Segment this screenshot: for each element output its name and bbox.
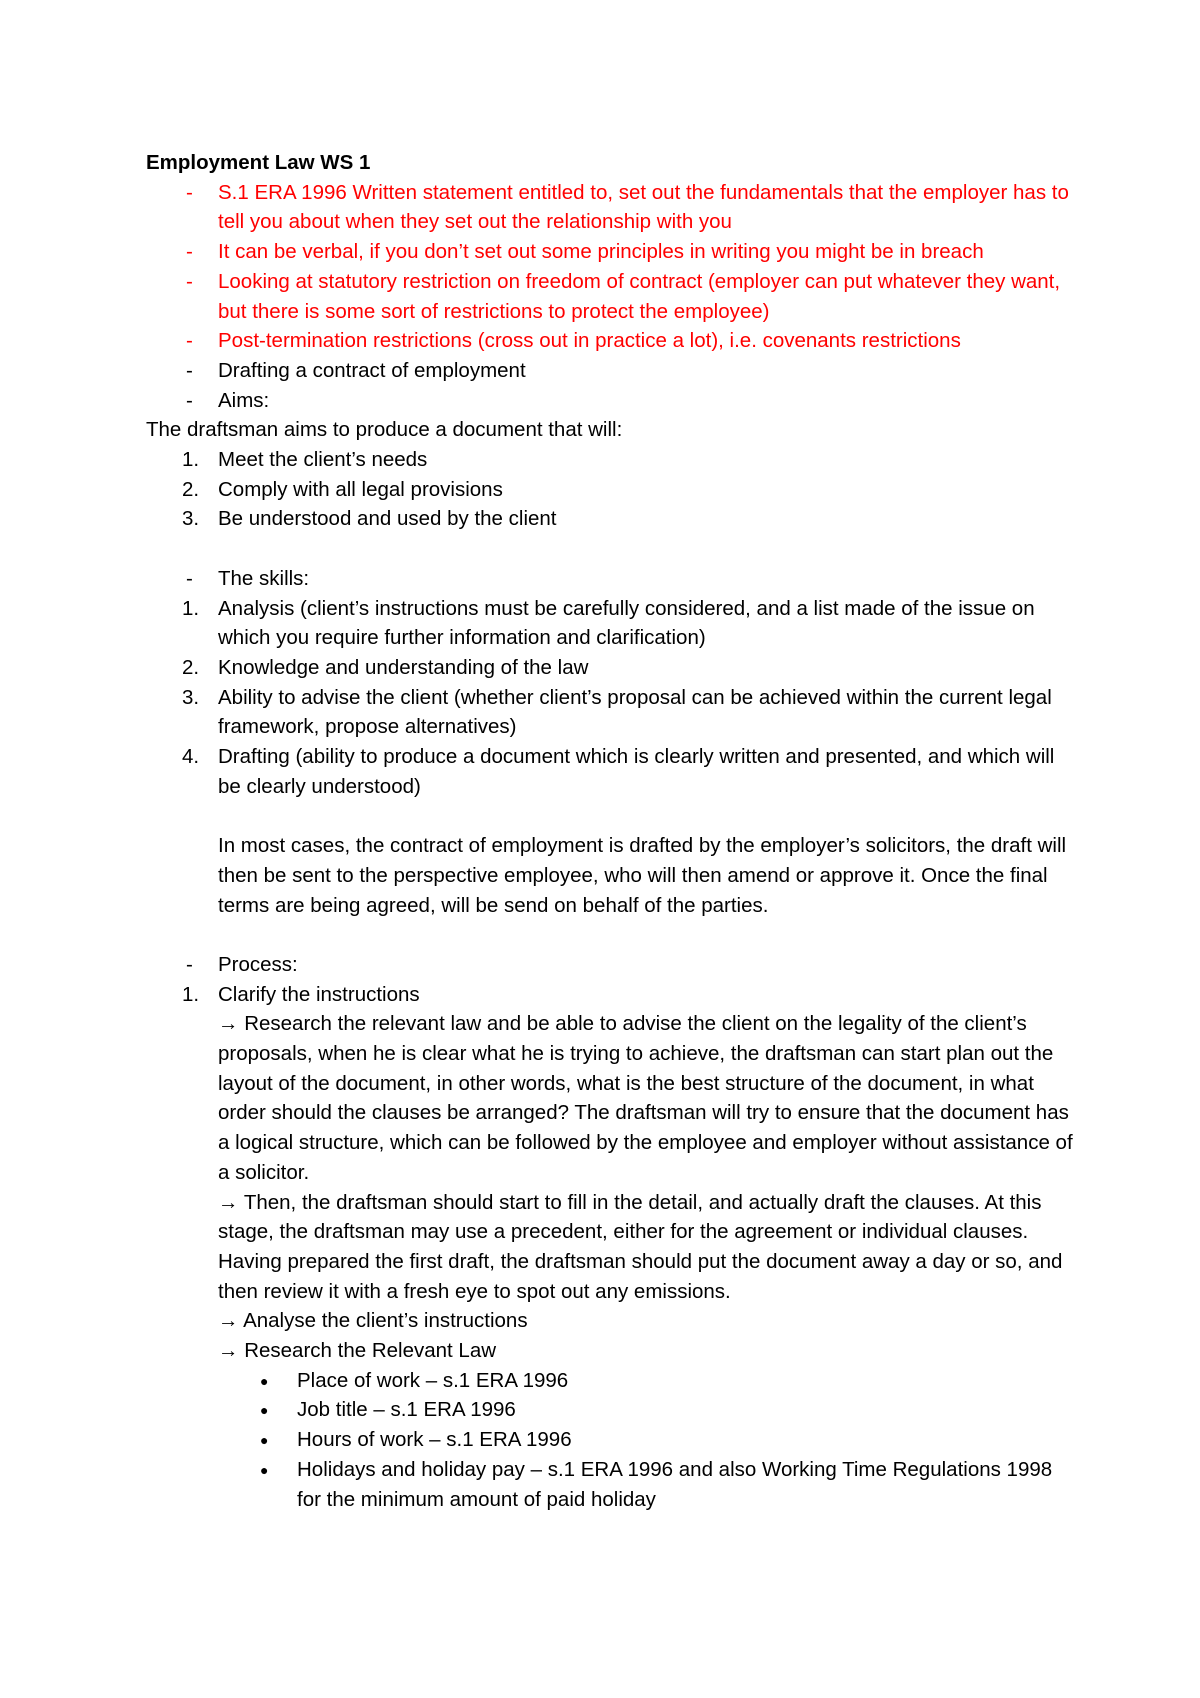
list-item-text: Knowledge and understanding of the law bbox=[218, 655, 589, 679]
list-item-text: Looking at statutory restriction on freedom of contract (employer can put whatever they want, but there is some sort of restrictions to protect the employee) bbox=[218, 269, 1061, 323]
list-item bbox=[146, 237, 1076, 267]
arrow-icon: → bbox=[218, 1339, 239, 1363]
process-heading-text: Process: bbox=[218, 952, 298, 976]
list-item-text: S.1 ERA 1996 Written statement entitled to, set out the fundamentals that the employer has to tell you about when they set out the relationship with you bbox=[218, 180, 1069, 234]
number-marker: 2. bbox=[182, 477, 200, 501]
list-item-text: Holidays and holiday pay – s.1 ERA 1996 and also Working Time Regulations 1998 for the minimum amount of paid holiday bbox=[297, 1457, 1053, 1511]
number-marker: 1. bbox=[182, 596, 200, 620]
list-item bbox=[146, 504, 1076, 534]
drafting-paragraph: In most cases, the contract of employment is drafted by the employer’s solicitors, the draft will then be sent to the perspective employee, who will then amend or approve it. Once the final terms are being agreed, will be send on behalf of the parties. bbox=[218, 834, 1067, 917]
dash-marker: - bbox=[186, 329, 193, 353]
arrow-paragraph bbox=[146, 1336, 1076, 1366]
process-step bbox=[146, 980, 1076, 1010]
number-marker: 4. bbox=[182, 745, 200, 769]
number-marker: 1. bbox=[182, 982, 200, 1006]
bullet-icon: ● bbox=[260, 1432, 269, 1449]
list-item bbox=[146, 386, 1076, 416]
arrow-paragraph bbox=[146, 1306, 1076, 1336]
document-page bbox=[146, 148, 1076, 1514]
dash-marker: - bbox=[186, 358, 193, 382]
list-item bbox=[146, 594, 1076, 653]
list-item-text: Comply with all legal provisions bbox=[218, 477, 503, 501]
list-item bbox=[146, 1395, 1076, 1425]
list-item-text: It can be verbal, if you don’t set out some principles in writing you might be in breach bbox=[218, 240, 984, 264]
list-item bbox=[146, 356, 1076, 386]
process-heading bbox=[146, 950, 1076, 980]
spacer bbox=[146, 801, 1076, 831]
aims-intro: The draftsman aims to produce a document that will: bbox=[146, 418, 623, 442]
number-marker: 1. bbox=[182, 448, 200, 472]
number-marker: 3. bbox=[182, 507, 200, 531]
list-item bbox=[146, 1425, 1076, 1455]
skills-heading bbox=[146, 564, 1076, 594]
intro-list bbox=[146, 178, 1076, 416]
process-step-text: Clarify the instructions bbox=[218, 982, 420, 1006]
list-item-text: Ability to advise the client (whether client’s proposal can be achieved within the current legal framework, propose alternatives) bbox=[218, 685, 1052, 739]
list-item bbox=[146, 683, 1076, 742]
list-item-text: Hours of work – s.1 ERA 1996 bbox=[297, 1428, 572, 1452]
dash-marker: - bbox=[186, 180, 193, 204]
arrow-paragraph-text: Research the relevant law and be able to advise the client on the legality of the client’s proposals, when he is clear what he is trying to achieve, the draftsman can start plan out the layout of the document, in other words, what is the best structure of the document, in what order should the clauses be arranged? The draftsman will try to ensure that the document has a logical structure, which can be followed by the employee and employer without assistance of a solicitor. bbox=[218, 1012, 1073, 1184]
dash-marker: - bbox=[186, 952, 193, 976]
spacer bbox=[146, 920, 1076, 950]
arrow-icon: → bbox=[218, 1012, 239, 1036]
list-item-text: Aims: bbox=[218, 388, 270, 412]
aims-list bbox=[146, 445, 1076, 534]
arrow-icon: → bbox=[218, 1309, 239, 1333]
list-item-text: Job title – s.1 ERA 1996 bbox=[297, 1398, 516, 1422]
list-item bbox=[146, 475, 1076, 505]
arrow-paragraph bbox=[146, 1188, 1076, 1307]
list-item-text: Place of work – s.1 ERA 1996 bbox=[297, 1368, 569, 1392]
arrow-paragraph bbox=[146, 1009, 1076, 1187]
bullet-icon: ● bbox=[260, 1461, 269, 1478]
skills-heading-text: The skills: bbox=[218, 566, 310, 590]
list-item bbox=[146, 267, 1076, 326]
dash-marker: - bbox=[186, 269, 193, 293]
dash-marker: - bbox=[186, 566, 193, 590]
list-item bbox=[146, 178, 1076, 237]
arrow-paragraph-text: Research the Relevant Law bbox=[244, 1339, 497, 1363]
bullet-icon: ● bbox=[260, 1372, 269, 1389]
list-item-text: Meet the client’s needs bbox=[218, 448, 428, 472]
skills-list bbox=[146, 594, 1076, 802]
list-item-text: Drafting a contract of employment bbox=[218, 358, 526, 382]
dash-marker: - bbox=[186, 388, 193, 412]
document-title: Employment Law WS 1 bbox=[146, 151, 371, 174]
list-item-text: Drafting (ability to produce a document which is clearly written and presented, and which will be clearly understood) bbox=[218, 745, 1055, 798]
dash-marker: - bbox=[186, 240, 193, 264]
arrow-paragraph-text: Analyse the client’s instructions bbox=[243, 1309, 528, 1333]
law-list bbox=[146, 1366, 1076, 1515]
arrow-icon: → bbox=[218, 1190, 239, 1214]
arrow-paragraph-text: Then, the draftsman should start to fill in the detail, and actually draft the clauses. At this stage, the draftsman may use a precedent, either for the agreement or individual clauses. Having prepared the first draft, the draftsman should put the document away a day or so, and then review it with a fresh eye to spot out any emissions. bbox=[218, 1190, 1063, 1303]
list-item bbox=[146, 445, 1076, 475]
list-item bbox=[146, 742, 1076, 801]
number-marker: 2. bbox=[182, 655, 200, 679]
list-item-text: Post-termination restrictions (cross out in practice a lot), i.e. covenants restrictions bbox=[218, 329, 961, 353]
bullet-icon: ● bbox=[260, 1402, 269, 1419]
list-item-text: Be understood and used by the client bbox=[218, 507, 557, 531]
list-item bbox=[146, 1366, 1076, 1396]
list-item bbox=[146, 326, 1076, 356]
list-item bbox=[146, 653, 1076, 683]
list-item-text: Analysis (client’s instructions must be carefully considered, and a list made of the issue on which you require further information and clarification) bbox=[218, 596, 1035, 650]
list-item bbox=[146, 1455, 1076, 1514]
spacer bbox=[146, 534, 1076, 564]
number-marker: 3. bbox=[182, 685, 200, 709]
